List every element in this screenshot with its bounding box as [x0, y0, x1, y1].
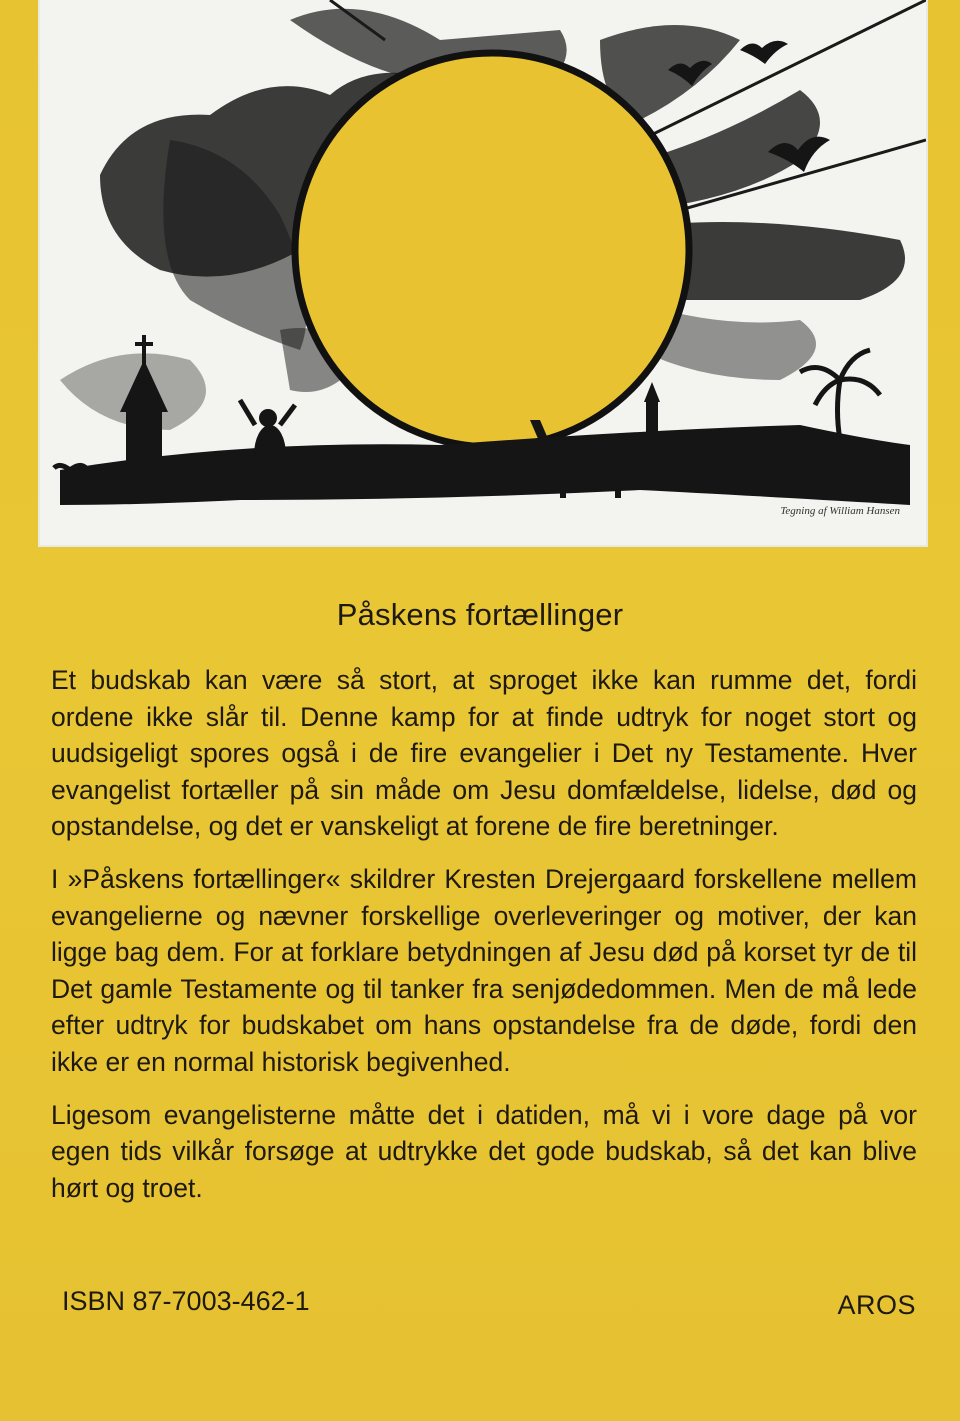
blurb-text	[51, 662, 917, 1222]
tower-silhouette	[644, 382, 660, 440]
illustration-credit: Tegning af William Hansen	[780, 505, 900, 517]
book-title: Påskens fortællinger	[336, 597, 624, 632]
blurb-paragraph: I »Påskens fortællinger« skildrer Kresten Drejergaard forskellene mellem evangelierne og nævner forskellige overleveringer og motiver, der kan ligge bag dem. For at forklare betydningen af Jesu død på korset tyr de til Det gamle Testamente og til tanker fra senjødedommen. Men de må lede efter udtryk for budskabet om hans opstandelse fra de døde, fordi den ikke er en normal historisk begivenhed.	[51, 863, 917, 1077]
sun-landscape-drawing	[40, 0, 926, 545]
sun-shape	[295, 53, 689, 447]
blurb-paragraph: Ligesom evangelisterne måtte det i datiden, må vi i vore dage på vor egen tids vilkår forsøge at udtrykke det gode budskab, så det kan blive hørt og troet.	[51, 1099, 917, 1203]
blurb-paragraph: Et budskab kan være så stort, at sproget ikke kan rumme det, fordi ordene ikke slår til. Denne kamp for at finde udtryk for noget stort og uudsigeligt spores også i de fire evangelier i Det ny Testamente. Hver evangelist fortæller på sin måde om Jesu domfældelse, lidelse, død og opstandelse, og det er vanskeligt at forene de fire beretninger.	[51, 665, 917, 842]
publisher-name: AROS	[837, 1290, 916, 1320]
isbn-number: ISBN 87-7003-462-1	[62, 1286, 310, 1316]
cover-illustration	[40, 0, 926, 545]
